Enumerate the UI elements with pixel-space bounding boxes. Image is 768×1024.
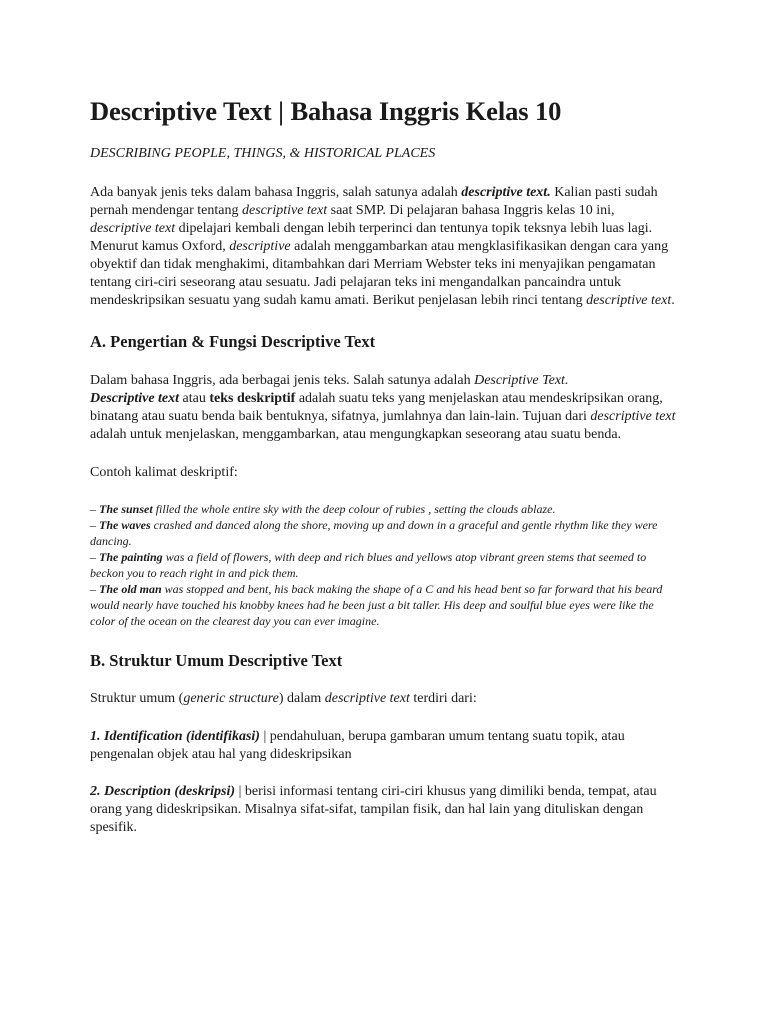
page-subtitle: DESCRIBING PEOPLE, THINGS, & HISTORICAL PLACES (90, 145, 436, 161)
structure-intro: Struktur umum (generic structure) dalam descriptive text terdiri dari: (90, 691, 477, 707)
section-b-heading: B. Struktur Umum Descriptive Text (90, 650, 343, 670)
example-item: – The painting was a field of flowers, with deep and rich blues and yellows atop vibrant green stems that seemed to beckon you to reach right in and pick them. (90, 549, 647, 580)
structure-item-description: 2. Description (deskripsi) | berisi informasi tentang ciri-ciri khusus yang dimiliki benda, tempat, atau orang yang dideskripsikan. Misalnya sifat-sifat, tampilan fisik, dan hal lain yang dituliskan dengan spesifik. (90, 784, 657, 836)
document-page (90, 96, 676, 856)
examples-label: Contoh kalimat deskriptif: (90, 464, 238, 480)
page-title: Descriptive Text | Bahasa Inggris Kelas 10 (90, 96, 562, 126)
structure-item-identification: 1. Identification (identifikasi) | pendahuluan, berupa gambaran umum tentang suatu topik, atau pengenalan objek atau hal yang dideskripsikan (90, 729, 625, 763)
example-list (90, 501, 676, 629)
section-a-paragraph: Dalam bahasa Inggris, ada berbagai jenis teks. Salah satunya adalah Descriptive Text. Descriptive text atau teks deskriptif adalah suatu teks yang menjelaskan atau mendeskripsikan orang, binatang atau suatu benda baik bentuknya, sifatnya, jumlahnya dan lain-lain. Tujuan dari descriptive text adalah untuk menjelaskan, menggambarkan, atau mengungkapkan seseorang atau suatu benda. (90, 372, 676, 442)
example-item: – The old man was stopped and bent, his back making the shape of a C and his head bent so far forward that his beard would nearly have touched his knobby knees had he been just a bit taller. His deep and soulful blue eyes were like the color of the ocean on the clearest day you can ever imagine. (90, 581, 663, 628)
example-item: – The sunset filled the whole entire sky with the deep colour of rubies , setting the clouds ablaze. (90, 501, 556, 516)
section-a-heading: A. Pengertian & Fungsi Descriptive Text (90, 331, 376, 351)
example-item: – The waves crashed and danced along the shore, moving up and down in a graceful and gentle rhythm like they were dancing. (90, 517, 658, 548)
intro-paragraph: Ada banyak jenis teks dalam bahasa Inggris, salah satunya adalah descriptive text. Kalian pasti sudah pernah mendengar tentang descriptive text saat SMP. Di pelajaran bahasa Inggris kelas 10 ini, descriptive text dipelajari kembali dengan lebih terperinci dan tentunya topik teksnya lebih luas lagi. Menurut kamus Oxford, descriptive adalah menggambarkan atau mengklasifikasikan dengan cara yang obyektif dan tidak menghakimi, ditambahkan dari Merriam Webster teks ini menyajikan pengamatan tentang ciri-ciri seseorang atau sesuatu. Jadi pelajaran teks ini mengandalkan pancaindra untuk mendeskripsikan sesuatu yang sudah kamu amati. Berikut penjelasan lebih rinci tentang descriptive text. (90, 184, 675, 308)
